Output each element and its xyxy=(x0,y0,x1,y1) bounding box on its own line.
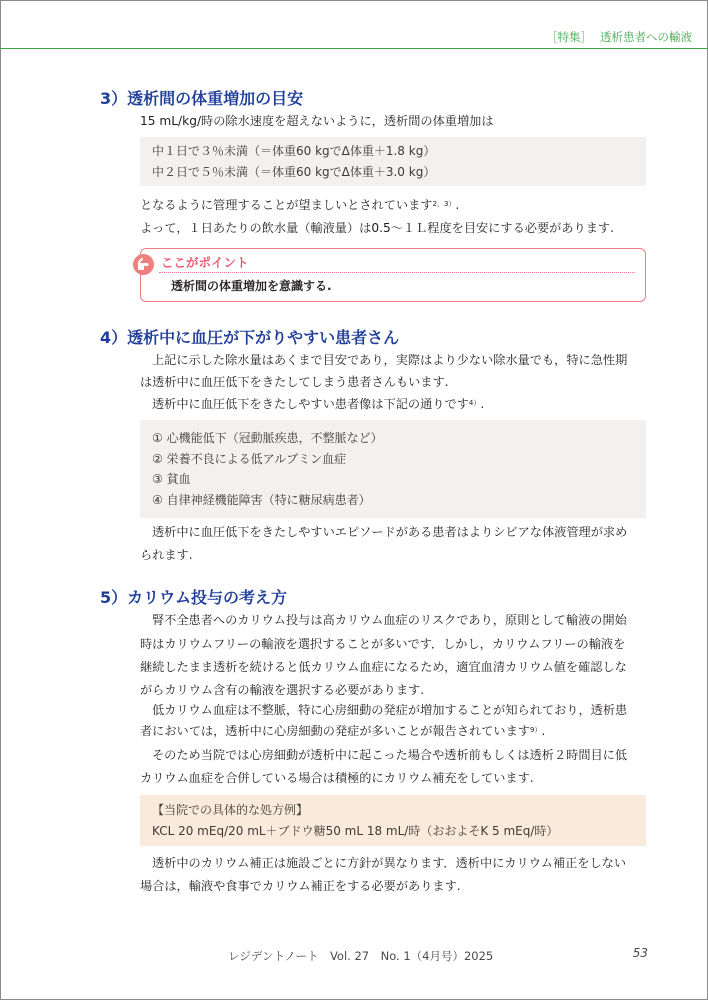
point-callout xyxy=(140,248,646,302)
section4-para3-line2: られます. xyxy=(140,548,193,562)
section3-intro: 15 mL/kg/時の除水速度を超えないように，透析間の体重増加は xyxy=(140,114,494,128)
list-item: ① 心機能低下（冠動脈疾患，不整脈など） xyxy=(152,431,383,445)
dotted-divider xyxy=(159,272,635,273)
after-box-text: となるように管理することが望ましいとされています xyxy=(140,198,433,212)
section5-heading: 5）カリウム投与の考え方 xyxy=(100,588,287,607)
prescription-title: 【当院での具体的な処方例】 xyxy=(152,803,309,817)
period: . xyxy=(541,724,546,738)
period: . xyxy=(480,397,485,411)
section5-para2-line2 xyxy=(140,721,650,742)
list-item: ③ 貧血 xyxy=(152,472,191,486)
box-line: 中２日で５％未満（＝体重60 kgでΔ体重＋3.0 kg） xyxy=(152,164,436,179)
section5-para3-line1: そのため当院では心房細動が透析中に起こった場合や透析前もしくは透析２時間目に低 xyxy=(152,748,628,762)
reference: 4） xyxy=(468,399,481,407)
list-item: ④ 自律神経機能障害（特に糖尿病患者） xyxy=(152,492,371,507)
period: . xyxy=(455,198,460,212)
header-rule xyxy=(0,48,708,49)
prescription-example-box xyxy=(140,795,646,846)
prescription-line: KCL 20 mEq/20 mL＋ブドウ糖50 mL 18 mL/時（おおよそK 5 mEq/時） xyxy=(152,823,559,838)
box-line: 中１日で３％未満（＝体重60 kgでΔ体重＋1.8 kg） xyxy=(152,144,436,158)
section3-conclusion: よって，１日あたりの飲水量（輸液量）は0.5～１Ｌ程度を目安にする必要があります. xyxy=(140,221,614,235)
journal-footer: レジデントノート Vol. 27 No. 1（4月号）2025 xyxy=(228,949,494,963)
section4-para3-line1: 透析中に血圧低下をきたしやすいエピソードがある患者はよりシビアな体液管理が求め xyxy=(152,525,628,539)
section5-para1-line: がらカリウム含有の輸液を選択する必要があります. xyxy=(140,683,425,697)
feature-title: 透析患者への輸液 xyxy=(600,30,692,44)
page-number: 53 xyxy=(632,946,648,960)
section3-after-box xyxy=(140,195,650,216)
section3-heading: 3）透析間の体重増加の目安 xyxy=(100,89,304,108)
section5-para4-line2: 場合は，輸液や食事でカリウム補正をする必要があります. xyxy=(140,879,461,893)
section3-target-box xyxy=(140,137,646,186)
point-title: ここがポイント xyxy=(161,255,249,270)
section5-para4-line1: 透析中のカリウム補正は施設ごとに方針が異なります．透析中にカリウム補正をしない xyxy=(152,856,627,870)
section5-para2-line1: 低カリウム血症は不整脈，特に心房細動の発症が増加することが知られており，透析患 xyxy=(152,703,628,717)
point-text: 透析間の体重増加を意識する. xyxy=(171,279,332,293)
section4-para1-line1: 上記に示した除水量はあくまで目安であり，実際はより少ない除水量でも，特に急性期 xyxy=(152,353,628,367)
reference: 2，3） xyxy=(432,200,456,208)
section4-para2 xyxy=(140,394,662,415)
reference: 9） xyxy=(530,726,542,734)
risk-factor-list xyxy=(140,420,646,518)
pointing-hand-icon xyxy=(133,254,154,275)
list-item: ② 栄養不良による低アルブミン血症 xyxy=(152,451,347,466)
section5-para1-line: 時はカリウムフリーの輸液を選択することが多いです．しかし，カリウムフリーの輸液を xyxy=(140,637,626,651)
para2-text: 者においては，透析中に心房細動の発症が多いことが報告されています xyxy=(140,724,530,738)
section5-para3-line2: カリウム血症を合併している場合は積極的にカリウム補充をしています. xyxy=(140,771,534,785)
section4-heading: 4）透析中に血圧が下がりやすい患者さん xyxy=(100,328,400,347)
section5-para1-line: 腎不全患者へのカリウム投与は高カリウム血症のリスクであり，原則として輸液の開始 xyxy=(152,613,627,627)
section4-para1-line2: は透析中に血圧低下をきたしてしまう患者さんもいます. xyxy=(140,375,449,389)
feature-tag: ［特集］ xyxy=(546,30,592,44)
para2-text: 透析中に血圧低下をきたしやすい患者像は下記の通りです xyxy=(152,397,469,411)
running-header xyxy=(546,29,692,45)
section5-para1-line: 継続したまま透析を続けると低カリウム血症になるため，適宜血清カリウム値を確認しな xyxy=(140,660,627,674)
